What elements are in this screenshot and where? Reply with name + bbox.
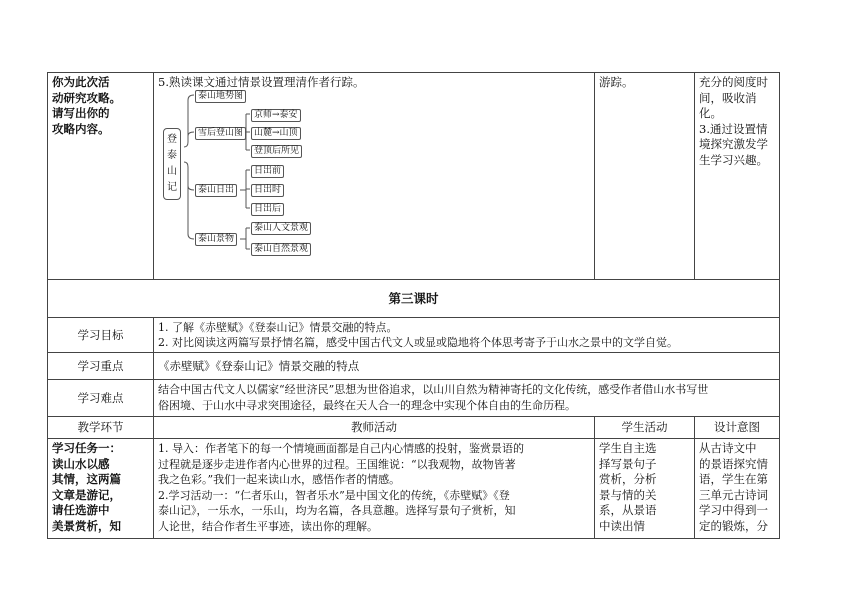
activity-intro: 5.熟读课文通过情景设置理清作者行踪。 <box>158 75 365 89</box>
difficulties-content <box>154 380 780 417</box>
prompt-line: 请写出你的 <box>52 106 110 120</box>
task-one-student <box>595 439 695 539</box>
teacher-line: 2.学习活动一：“仁者乐山，智者乐水”是中国文化的传统，《赤壁赋》《登 <box>158 488 510 502</box>
teacher-line: 我之色彩。”我们一起来读山水，感悟作者的情感。 <box>158 473 401 486</box>
intent-line: 充分的阅度时 <box>699 75 768 89</box>
intent-line: 生学习兴趣。 <box>699 152 768 167</box>
branch-snow-climb: 雪后登山图 <box>195 127 246 140</box>
intent-line: 境探究激发学 <box>699 137 768 151</box>
section-title: 第三课时 <box>48 280 780 318</box>
key-points-label: 学习重点 <box>48 353 154 380</box>
stage-line: 请任选游中 <box>52 503 110 517</box>
mind-map-root <box>163 128 181 200</box>
teacher-line: 泰山记》，一乐水，一乐山，均为名篇，各具意趣。选择写景句子赏析，知 <box>158 504 516 517</box>
teacher-line: 人论世，结合作者生平事迹，读出你的理解。 <box>158 519 378 533</box>
task-one-row <box>48 439 780 539</box>
intent-line: 的景语探究情 <box>699 456 768 471</box>
activity-prompt-cell <box>48 73 154 280</box>
node-capital-taian: 京师→泰安 <box>251 109 301 122</box>
branch-scenery: 泰山景物 <box>195 233 237 246</box>
stage-line: 其情，这两篇 <box>52 472 121 486</box>
node-natural-scenery: 泰山自然景观 <box>251 243 311 256</box>
objective-line: 2. 对比阅读这两篇写景抒情名篇，感受中国古代文人或显或隐地将个体思考寄予于山水之景中的文学自觉。 <box>158 336 678 349</box>
node-summit-view: 登顶后所见 <box>251 145 302 158</box>
student-line: 中读出情 <box>599 518 645 533</box>
difficulty-line: 俗困境、于山水中寻求突围途径，最终在天人合一的理念中实现个体自由的生命历程。 <box>158 398 576 412</box>
header-student: 学生活动 <box>595 417 695 439</box>
header-stage: 教学环节 <box>48 417 154 439</box>
design-intent-cell <box>695 73 780 280</box>
intent-line: 3.通过设置情 <box>699 121 768 136</box>
intent-line: 三单元古诗词 <box>699 487 768 502</box>
activity-content-cell <box>154 73 595 280</box>
node-after-sunrise: 日出后 <box>251 203 284 216</box>
objectives-row <box>48 318 780 353</box>
stage-line: 学习任务一： <box>52 441 121 455</box>
header-intent: 设计意图 <box>695 417 780 439</box>
stage-line: 读山水以感 <box>52 456 110 471</box>
node-before-sunrise: 日出前 <box>251 165 284 178</box>
lesson-plan-table <box>47 72 780 539</box>
section-title-row <box>48 280 780 318</box>
intent-line: 学习中得到一 <box>699 503 768 517</box>
stage-line: 美景赏析，知 <box>52 518 121 533</box>
prompt-line: 你为此次活 <box>52 75 110 89</box>
key-points-content: 《赤壁赋》《登泰山记》情景交融的特点 <box>154 353 780 380</box>
objectives-content <box>154 318 780 353</box>
teacher-line: 过程就是逐步走进作者内心世界的过程。王国维说：“以我观物，故物皆著 <box>158 457 516 471</box>
intent-line: 从古诗文中 <box>699 441 757 455</box>
branch-sunrise: 泰山日出 <box>195 184 237 197</box>
node-foot-summit: 山麓→山顶 <box>251 127 301 140</box>
branch-terrain: 泰山地势图 <box>195 90 246 103</box>
key-points-row <box>48 353 780 380</box>
difficulty-line: 结合中国古代文人以儒家“经世济民”思想为世俗追求，以山川自然为精神寄托的文化传统，感受作者借山水书写世 <box>158 383 709 396</box>
node-cultural-scenery: 泰山人文景观 <box>251 222 311 235</box>
difficulties-row <box>48 380 780 417</box>
intent-line: 语，学生在第 <box>699 472 768 486</box>
root-label: 登泰山记 <box>167 134 177 193</box>
student-trace-cell: 游踪。 <box>595 73 695 280</box>
student-line: 赏析，分析 <box>599 472 657 486</box>
stage-line: 文章是游记， <box>52 487 121 502</box>
task-one-teacher <box>154 439 595 539</box>
node-during-sunrise: 日出时 <box>251 184 284 197</box>
objective-line: 1. 了解《赤壁赋》《登泰山记》情景交融的特点。 <box>158 321 398 334</box>
task-one-intent <box>695 439 780 539</box>
header-teacher: 教师活动 <box>154 417 595 439</box>
objectives-label: 学习目标 <box>48 318 154 353</box>
activity-row <box>48 73 780 280</box>
student-line: 系，从景语 <box>599 503 657 517</box>
prompt-line: 动研究攻略。 <box>52 90 121 105</box>
activity-header-row <box>48 417 780 439</box>
teacher-line: 1. 导入：作者笔下的每一个情境画面都是自己内心情感的投射，鉴赏景语的 <box>158 442 524 455</box>
student-line: 择写景句子 <box>599 456 657 471</box>
intent-line: 间，吸收消化。 <box>699 90 757 120</box>
prompt-line: 攻略内容。 <box>52 121 110 136</box>
intent-line: 定的锻炼，分 <box>699 518 768 533</box>
difficulties-label: 学习难点 <box>48 380 154 417</box>
mind-map <box>158 75 590 273</box>
task-one-stage <box>48 439 154 539</box>
student-line: 学生自主选 <box>599 441 657 455</box>
student-line: 景与情的关 <box>599 487 657 502</box>
